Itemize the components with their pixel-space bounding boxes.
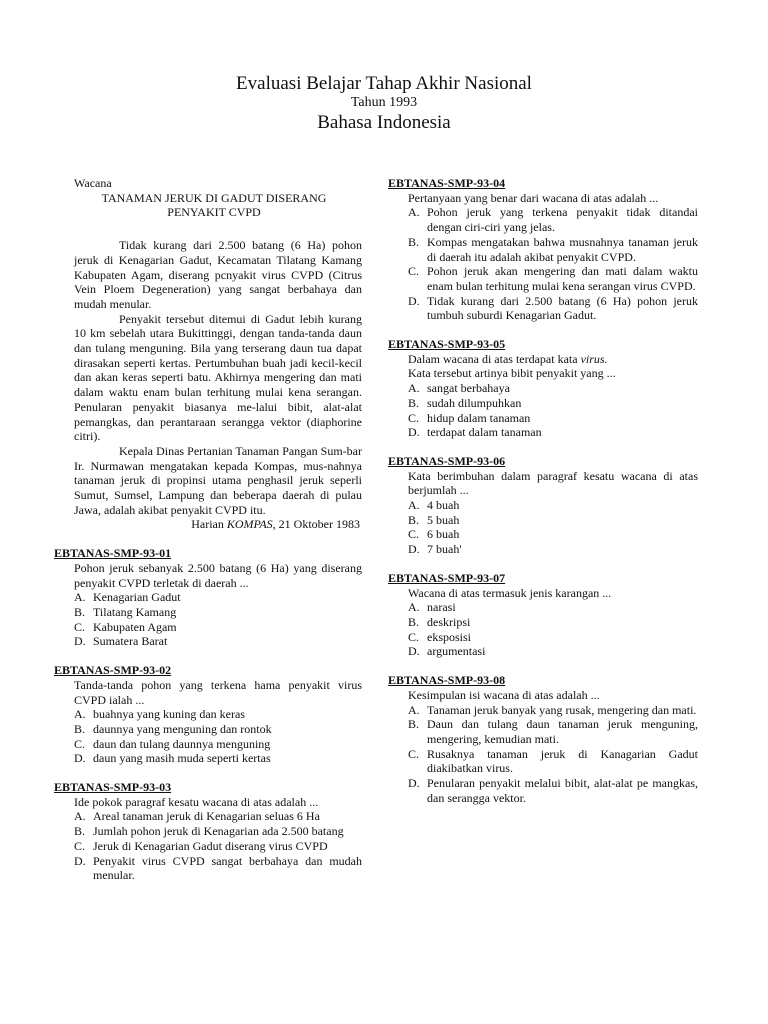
stem-text: Dalam wacana di atas terdapat kata — [408, 351, 581, 366]
question-id: EBTANAS-SMP-93-02 — [54, 663, 172, 678]
question-01 — [54, 546, 362, 649]
option-text: daun yang masih muda seperti kertas — [93, 751, 271, 766]
question-id: EBTANAS-SMP-93-04 — [388, 176, 506, 190]
question-stem: Ide pokok paragraf kesatu wacana di atas adalah ... — [74, 794, 319, 809]
option-text: argumentasi — [427, 644, 486, 659]
option-letter: C. — [408, 746, 420, 761]
question-id: EBTANAS-SMP-93-01 — [54, 546, 172, 561]
option-d[interactable] — [54, 751, 362, 766]
option-text: hidup dalam tanaman — [427, 410, 531, 425]
option-text: 7 buah' — [427, 542, 462, 557]
option-b[interactable] — [388, 615, 698, 630]
option-letter: A. — [408, 600, 420, 615]
source-paper: KOMPAS — [226, 517, 273, 532]
option-letter: C. — [408, 264, 420, 279]
document-title: Evaluasi Belajar Tahap Akhir Nasional — [236, 73, 532, 94]
option-a[interactable] — [388, 600, 698, 615]
option-a[interactable] — [388, 498, 698, 513]
question-stem: Kesimpulan isi wacana di atas adalah ... — [408, 687, 600, 702]
option-text: Jeruk di Kenagarian Gadut diserang virus CVPD — [93, 838, 328, 853]
option-a[interactable] — [388, 205, 698, 234]
question-id: EBTANAS-SMP-93-06 — [388, 453, 506, 468]
option-text: Pohon jeruk yang terkena penyakit tidak ditandai dengan ciri-ciri yang jelas. — [427, 205, 698, 235]
option-text: terdapat dalam tanaman — [427, 425, 542, 440]
option-letter: C. — [408, 629, 420, 644]
option-d[interactable] — [54, 634, 362, 649]
option-text: 4 buah — [427, 498, 460, 513]
question-stem: Kata berimbuhan dalam paragraf kesatu wacana di atas berjumlah ... — [408, 468, 698, 498]
option-text: Tilatang Kamang — [93, 604, 177, 619]
option-text: sudah dilumpuhkan — [427, 395, 522, 410]
document-subject: Bahasa Indonesia — [317, 112, 451, 133]
option-c[interactable] — [388, 747, 698, 776]
option-text: 5 buah — [427, 512, 460, 527]
question-stem-line2: Kata tersebut artinya bibit penyakit yang ... — [408, 366, 616, 381]
option-letter: B. — [408, 717, 420, 732]
option-d[interactable] — [388, 425, 698, 440]
option-b[interactable] — [388, 396, 698, 411]
wacana-paragraph-2: Penyakit tersebut ditemui di Gadut lebih kurang 10 km sebelah utara Bukittinggi, dengan tanda-tanda daun dan tulang menguning. Bila yang terserang daun tua dapat dirasakan seperti kertas. Pertumbuhan buah jadi kecil-kecil dan akan keras seperti batu. Akhirnya mengering dan mati dalam waktu enam bulan terhitung mulai kena serangan. Penularan penyakit biasanya me-lalui bibit, alat-alat pemangkas, dan perantaraan serangga vektor (diaphorine citri). — [74, 311, 362, 444]
wacana-source — [54, 517, 362, 532]
option-letter: B. — [408, 512, 420, 527]
option-b[interactable] — [388, 235, 698, 264]
option-a[interactable] — [54, 809, 362, 824]
source-date: , 21 Oktober 1983 — [272, 517, 360, 532]
option-text: Areal tanaman jeruk di Kenagarian seluas 6 Ha — [93, 809, 320, 824]
option-d[interactable] — [388, 644, 698, 659]
question-07 — [388, 571, 698, 659]
document-year: Tahun 1993 — [350, 95, 418, 110]
option-c[interactable] — [54, 839, 362, 854]
option-letter: B. — [408, 395, 420, 410]
option-letter: D. — [74, 634, 86, 649]
option-letter: A. — [74, 809, 86, 824]
option-b[interactable] — [54, 722, 362, 737]
option-letter: D. — [408, 425, 420, 440]
option-c[interactable] — [54, 737, 362, 752]
left-column — [54, 176, 362, 897]
option-b[interactable] — [54, 824, 362, 839]
option-d[interactable] — [388, 542, 698, 557]
option-letter: B. — [74, 604, 86, 619]
option-b[interactable] — [54, 605, 362, 620]
stem-italic-word: virus. — [580, 351, 608, 366]
source-prefix: Harian — [191, 517, 227, 532]
option-c[interactable] — [388, 411, 698, 426]
option-letter: C. — [408, 527, 420, 542]
option-letter: D. — [74, 751, 86, 766]
option-letter: A. — [408, 205, 420, 220]
option-c[interactable] — [388, 264, 698, 293]
question-stem — [388, 352, 698, 367]
wacana-paragraph-3: Kepala Dinas Pertanian Tanaman Pangan Sum-bar Ir. Nurmawan mengatakan kepada Kompas, mus-nahnya tanaman jeruk di propinsi utama penghasil jeruk seperli Sumut, Sumsel, Lampung dan beberapa daerah di pulau Jawa, adalah akibat penyakit CVPD itu. — [74, 443, 362, 517]
option-text: Jumlah pohon jeruk di Kenagarian ada 2.500 batang — [93, 824, 344, 839]
question-08 — [388, 673, 698, 805]
question-id: EBTANAS-SMP-93-07 — [388, 570, 506, 585]
question-id: EBTANAS-SMP-93-08 — [388, 673, 506, 688]
option-letter: D. — [408, 542, 420, 557]
question-id: EBTANAS-SMP-93-05 — [388, 337, 506, 352]
wacana-title: TANAMAN JERUK DI GADUT DISERANG PENYAKIT CVPD — [101, 190, 327, 220]
option-text: 6 buah — [427, 527, 460, 542]
option-text: Kenagarian Gadut — [93, 590, 181, 605]
option-letter: C. — [408, 410, 420, 425]
question-stem: Wacana di atas termasuk jenis karangan ... — [408, 585, 612, 600]
option-letter: A. — [74, 590, 86, 605]
option-d[interactable] — [388, 294, 698, 323]
option-text: buahnya yang kuning dan keras — [93, 707, 245, 722]
option-letter: D. — [408, 644, 420, 659]
option-text: Penularan penyakit melalui bibit, alat-alat pe mangkas, dan serangga vektor. — [427, 776, 698, 805]
option-a[interactable] — [388, 703, 698, 718]
question-stem: Pertanyaan yang benar dari wacana di atas adalah ... — [408, 190, 659, 205]
option-text: Kabupaten Agam — [93, 619, 177, 634]
question-06 — [388, 454, 698, 557]
option-letter: C. — [74, 736, 86, 751]
option-letter: B. — [408, 234, 420, 249]
option-letter: A. — [408, 702, 420, 717]
option-text: Sumatera Barat — [93, 634, 168, 649]
option-b[interactable] — [388, 717, 698, 746]
option-letter: D. — [408, 293, 420, 308]
option-c[interactable] — [388, 527, 698, 542]
option-letter: A. — [408, 498, 420, 513]
option-a[interactable] — [54, 707, 362, 722]
option-d[interactable] — [54, 854, 362, 883]
question-05 — [388, 337, 698, 440]
option-text: Tanaman jeruk banyak yang rusak, mengering dan mati. — [427, 702, 697, 717]
option-text: Penyakit virus CVPD sangat berbahaya dan mudah menular. — [93, 853, 362, 883]
option-text: Rusaknya tanaman jeruk di Kanagarian Gadut diakibatkan virus. — [427, 746, 698, 776]
question-stem: Tanda-tanda pohon yang terkena hama penyakit virus CVPD ialah ... — [74, 677, 362, 707]
option-text: eksposisi — [427, 629, 472, 644]
option-letter: B. — [74, 721, 86, 736]
wacana-label: Wacana — [74, 176, 112, 190]
option-letter: A. — [74, 707, 86, 722]
option-text: sangat berbahaya — [427, 381, 510, 396]
option-a[interactable] — [388, 381, 698, 396]
option-text: Pohon jeruk akan mengering dan mati dalam waktu enam bulan terhitung mulai kena serangan virus CVPD. — [427, 264, 698, 293]
option-letter: D. — [74, 853, 86, 868]
option-c[interactable] — [388, 630, 698, 645]
option-d[interactable] — [388, 776, 698, 805]
option-text: deskripsi — [427, 614, 471, 629]
option-a[interactable] — [54, 590, 362, 605]
option-text: narasi — [427, 600, 456, 615]
wacana-paragraph-1: Tidak kurang dari 2.500 batang (6 Ha) pohon jeruk di Kenagarian Gadut, Kecamatan Tilatang Kamang Kabupaten Agam, diserang pcnyakit virus CVPD (Citrus Vein Ploem Degeneration) yang sangat berbahaya dan mudah menular. — [74, 238, 362, 311]
question-stem: Pohon jeruk sebanyak 2.500 batang (6 Ha) yang diserang penyakit CVPD terletak di daerah ... — [74, 560, 362, 590]
option-letter: C. — [74, 619, 86, 634]
question-id: EBTANAS-SMP-93-03 — [54, 780, 172, 795]
question-04 — [388, 176, 698, 323]
option-letter: B. — [408, 614, 420, 629]
option-text: Daun dan tulang daun tanaman jeruk menguning, mengering, kemudian mati. — [427, 717, 698, 746]
right-column — [388, 176, 698, 819]
option-c[interactable] — [54, 620, 362, 635]
option-text: daunnya yang menguning dan rontok — [93, 721, 272, 736]
option-letter: D. — [408, 776, 420, 791]
option-letter: A. — [408, 381, 420, 396]
question-03 — [54, 780, 362, 883]
question-02 — [54, 663, 362, 766]
option-text: Tidak kurang dari 2.500 batang (6 Ha) pohon jeruk tumbuh suburdi Kenagarian Gadut. — [427, 293, 698, 323]
option-b[interactable] — [388, 513, 698, 528]
option-text: daun dan tulang daunnya menguning — [93, 736, 271, 751]
option-text: Kompas mengatakan bahwa musnahnya tanaman jeruk di daerah itu adalah akibat penyakit CVPD. — [427, 234, 698, 264]
option-letter: B. — [74, 824, 86, 839]
option-letter: C. — [74, 838, 86, 853]
